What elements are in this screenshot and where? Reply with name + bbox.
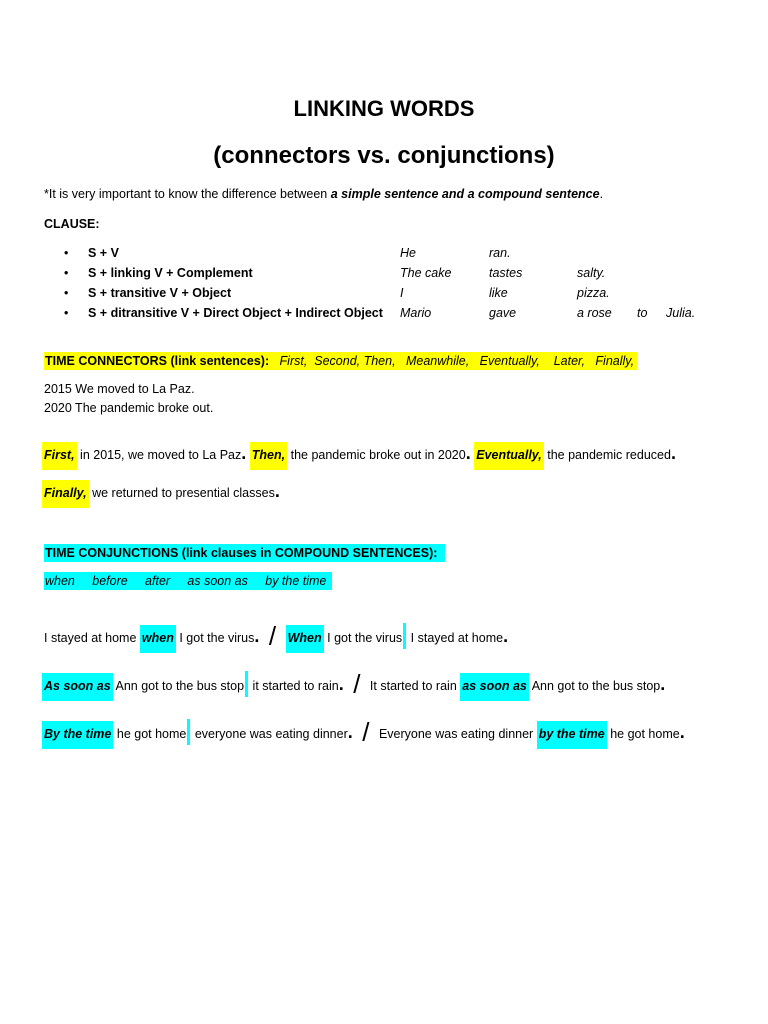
fact-2020: 2020 The pandemic broke out. xyxy=(44,401,214,415)
example-text: I stayed at home xyxy=(44,631,137,645)
sentence-period: . xyxy=(241,443,247,463)
clause-row xyxy=(44,286,744,306)
conjunction-word: by the time xyxy=(537,721,607,749)
sentence-period: . xyxy=(347,722,353,742)
intro-paragraph xyxy=(44,187,603,201)
connector-word: Then, xyxy=(250,442,287,470)
clause-rule: S + ditransitive V + Direct Object + Indirect Object xyxy=(88,306,383,320)
page-title: LINKING WORDS xyxy=(293,96,475,121)
sentence-period: . xyxy=(679,722,685,742)
comma-highlight xyxy=(187,719,190,745)
example-text: he got home xyxy=(610,727,680,741)
clause-heading: CLAUSE: xyxy=(44,217,100,231)
conjunction-word: When xyxy=(286,625,324,653)
conjunction-example-2 xyxy=(44,666,665,697)
sentence-period: . xyxy=(465,443,471,463)
conjunction-example-3 xyxy=(44,714,685,745)
sentence-period: . xyxy=(338,674,344,694)
example-text: I got the virus xyxy=(327,631,403,645)
clause-example-word: I xyxy=(400,286,404,300)
clause-example-word: gave xyxy=(489,306,517,320)
sentence-period: . xyxy=(503,626,509,646)
conjunction-word: when xyxy=(140,625,176,653)
bullet-icon: • xyxy=(64,306,69,320)
time-conjunctions-list: when before after as soon as by the time xyxy=(44,572,332,590)
conjunction-word: as soon as xyxy=(460,673,529,701)
slash-separator: / xyxy=(362,717,370,747)
connector-word: First, xyxy=(42,442,77,470)
connector-example-2 xyxy=(44,481,280,502)
example-text: Ann got to the bus stop xyxy=(115,679,245,693)
clause-rule: S + transitive V + Object xyxy=(88,286,232,300)
clause-example-word: He xyxy=(400,246,416,260)
conjunction-example-1 xyxy=(44,618,508,649)
example-text: the pandemic reduced xyxy=(547,448,671,462)
time-connectors-list: First, Second, Then, Meanwhile, Eventually, Later, Finally, xyxy=(279,354,635,368)
sentence-period: . xyxy=(274,481,280,501)
clause-example-word: tastes xyxy=(489,266,523,280)
conjunction-word: By the time xyxy=(42,721,113,749)
sentence-period: . xyxy=(670,443,676,463)
connector-example-1 xyxy=(44,443,676,464)
time-connectors-banner xyxy=(44,352,637,370)
sentence-period: . xyxy=(254,626,260,646)
conjunction-word: As soon as xyxy=(42,673,113,701)
example-text: the pandemic broke out in 2020 xyxy=(290,448,466,462)
comma-highlight xyxy=(403,623,406,649)
page-subtitle: (connectors vs. conjunctions) xyxy=(213,142,555,169)
intro-emphasis: a simple sentence and a compound sentence xyxy=(330,187,600,201)
clause-example-word: The cake xyxy=(400,266,452,280)
clause-example-word: Mario xyxy=(400,306,432,320)
clause-example-word: a rose xyxy=(577,306,612,320)
clause-example-word: ran. xyxy=(489,246,511,260)
example-text: I got the virus xyxy=(179,631,255,645)
clause-example-word: like xyxy=(489,286,508,300)
comma-highlight xyxy=(245,671,248,697)
example-text: Everyone was eating dinner xyxy=(378,727,534,741)
clause-rule: S + V xyxy=(88,246,119,260)
clause-example-word: pizza. xyxy=(577,286,610,300)
example-text: everyone was eating dinner xyxy=(194,727,348,741)
example-text: I stayed at home xyxy=(410,631,504,645)
example-text: he got home xyxy=(116,727,187,741)
intro-suffix: . xyxy=(599,187,604,201)
slash-separator: / xyxy=(353,669,361,699)
example-text: in 2015, we moved to La Paz xyxy=(80,448,242,462)
clause-row xyxy=(44,246,744,266)
bullet-icon: • xyxy=(64,246,69,260)
example-text: It started to rain xyxy=(369,679,457,693)
clause-rule: S + linking V + Complement xyxy=(88,266,253,280)
clause-list xyxy=(44,246,744,326)
connector-word: Finally, xyxy=(42,480,89,508)
example-text: it started to rain xyxy=(252,679,339,693)
time-connectors-heading: TIME CONNECTORS (link sentences): xyxy=(45,354,270,368)
intro-prefix: *It is very important to know the difference between xyxy=(44,187,328,201)
example-text: we returned to presential classes xyxy=(92,486,275,500)
bullet-icon: • xyxy=(64,266,69,280)
example-text: Ann got to the bus stop xyxy=(531,679,661,693)
clause-example-word: salty. xyxy=(577,266,606,280)
clause-example-word: to xyxy=(637,306,648,320)
slash-separator: / xyxy=(268,621,277,651)
connector-word: Eventually, xyxy=(474,442,544,470)
clause-example-word: Julia. xyxy=(666,306,696,320)
sentence-period: . xyxy=(660,674,666,694)
clause-row xyxy=(44,266,744,286)
bullet-icon: • xyxy=(64,286,69,300)
time-conjunctions-heading: TIME CONJUNCTIONS (link clauses in COMPOUND SENTENCES): xyxy=(44,544,445,562)
fact-2015: 2015 We moved to La Paz. xyxy=(44,382,195,396)
clause-row xyxy=(44,306,744,326)
